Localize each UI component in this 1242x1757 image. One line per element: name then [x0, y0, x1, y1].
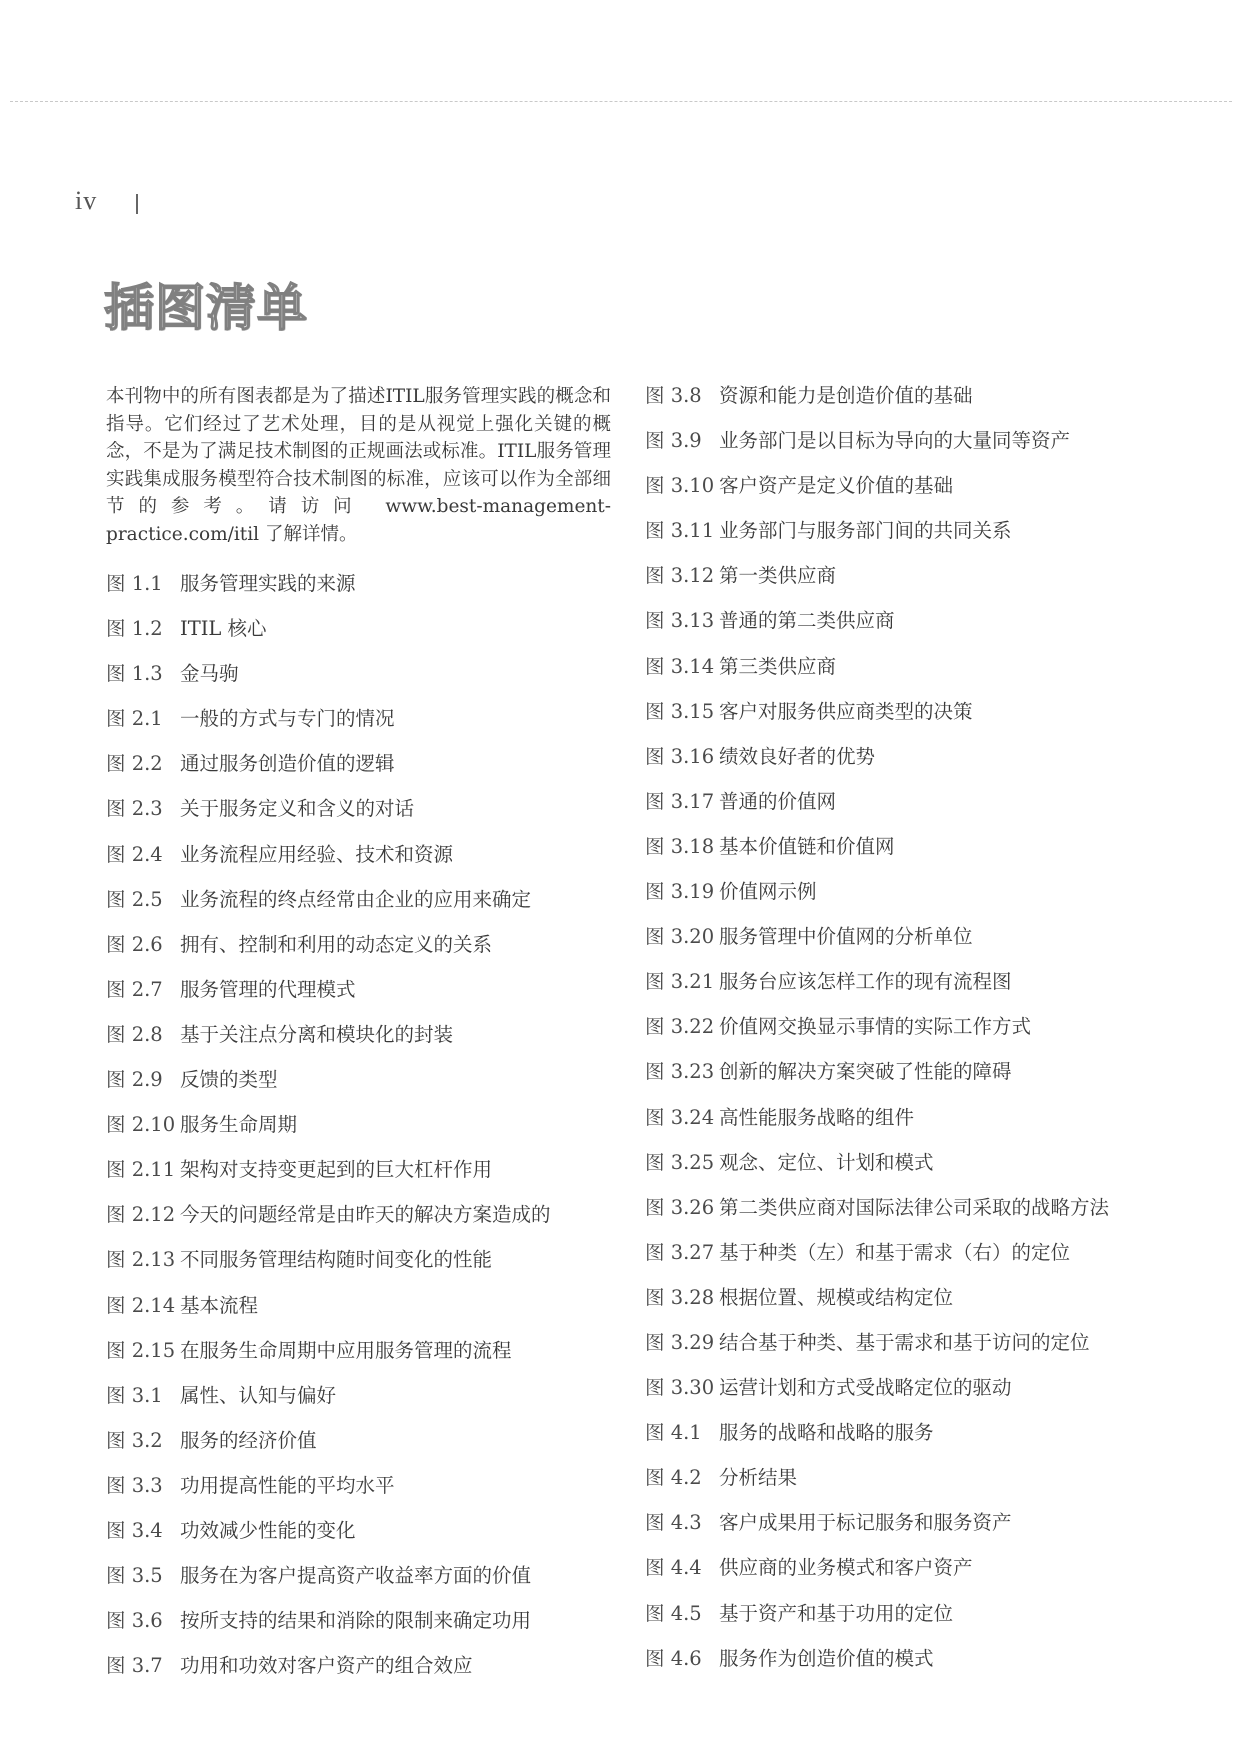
figure-number: 图 3.20 — [645, 925, 715, 949]
list-item — [645, 1104, 1205, 1149]
figure-number: 图 3.21 — [645, 970, 715, 994]
figure-title: 基本流程 — [180, 1293, 259, 1317]
figure-title: 按所支持的结果和消除的限制来确定功用 — [180, 1609, 532, 1633]
figure-title: 在服务生命周期中应用服务管理的流程 — [180, 1338, 512, 1362]
figure-number: 图 3.18 — [645, 834, 715, 858]
list-item — [645, 1645, 1205, 1690]
figure-title: 客户资产是定义价值的基础 — [719, 474, 954, 498]
list-item — [645, 472, 1205, 517]
figure-title: 业务流程的终点经常由企业的应用来确定 — [180, 887, 532, 911]
figure-number: 图 2.13 — [106, 1248, 176, 1272]
figure-title: 业务部门与服务部门间的共同关系 — [719, 519, 1012, 543]
list-item — [106, 1652, 626, 1697]
figure-title: 今天的问题经常是由昨天的解决方案造成的 — [180, 1203, 551, 1227]
figure-number: 图 4.1 — [645, 1421, 702, 1445]
figure-title: 基于资产和基于功用的定位 — [719, 1601, 954, 1625]
figure-number: 图 3.2 — [106, 1428, 163, 1452]
figure-title: 功效减少性能的变化 — [180, 1518, 356, 1542]
list-item — [645, 1329, 1205, 1374]
figure-title: 第二类供应商对国际法律公司采取的战略方法 — [719, 1195, 1110, 1219]
figure-title: 关于服务定义和含义的对话 — [180, 797, 415, 821]
list-item — [645, 1509, 1205, 1554]
list-item — [106, 750, 626, 795]
list-item — [645, 1374, 1205, 1419]
list-item — [645, 1013, 1205, 1058]
figure-list-left — [106, 570, 626, 1697]
list-item — [106, 1156, 626, 1201]
list-item — [106, 1246, 626, 1291]
figure-number: 图 3.28 — [645, 1285, 715, 1309]
figure-number: 图 4.2 — [645, 1466, 702, 1490]
figure-title: 第一类供应商 — [719, 564, 837, 588]
figure-number: 图 3.15 — [645, 699, 715, 723]
figure-number: 图 2.1 — [106, 707, 163, 731]
figure-number: 图 3.25 — [645, 1150, 715, 1174]
figure-number: 图 3.1 — [106, 1383, 163, 1407]
figure-title: 反馈的类型 — [180, 1068, 278, 1092]
list-item — [106, 976, 626, 1021]
figure-title: 服务作为创造价值的模式 — [719, 1646, 934, 1670]
figure-number: 图 3.5 — [106, 1564, 163, 1588]
list-item — [645, 1419, 1205, 1464]
list-item — [106, 931, 626, 976]
figure-title: 分析结果 — [719, 1466, 798, 1490]
figure-title: 业务流程应用经验、技术和资源 — [180, 842, 454, 866]
list-item — [106, 841, 626, 886]
list-item — [645, 1149, 1205, 1194]
figure-number: 图 4.3 — [645, 1511, 702, 1535]
list-item — [645, 743, 1205, 788]
figure-title: 运营计划和方式受战略定位的驱动 — [719, 1376, 1012, 1400]
figure-list-right — [645, 382, 1205, 1690]
figure-number: 图 2.11 — [106, 1158, 176, 1182]
figure-number: 图 2.5 — [106, 887, 163, 911]
list-item — [645, 1600, 1205, 1645]
figure-number: 图 1.1 — [106, 572, 163, 595]
figure-number: 图 3.30 — [645, 1376, 715, 1400]
figure-number: 图 3.7 — [106, 1654, 163, 1678]
list-item — [106, 1562, 626, 1607]
figure-title: 普通的第二类供应商 — [719, 609, 895, 633]
list-item — [106, 660, 626, 705]
list-item — [645, 833, 1205, 878]
figure-number: 图 1.3 — [106, 662, 163, 686]
list-item — [645, 968, 1205, 1013]
list-item — [106, 615, 626, 660]
list-item — [645, 698, 1205, 743]
figure-number: 图 3.24 — [645, 1105, 715, 1129]
list-item — [645, 517, 1205, 562]
list-item — [106, 1472, 626, 1517]
figure-title: 服务管理的代理模式 — [180, 977, 356, 1001]
figure-number: 图 3.3 — [106, 1473, 163, 1497]
list-item — [645, 1239, 1205, 1284]
list-item — [106, 1021, 626, 1066]
figure-title: 服务生命周期 — [180, 1113, 298, 1137]
figure-title: 架构对支持变更起到的巨大杠杆作用 — [180, 1158, 493, 1182]
figure-number: 图 3.13 — [645, 609, 715, 633]
list-item — [645, 1058, 1205, 1103]
figure-number: 图 3.22 — [645, 1015, 715, 1039]
figure-title: 业务部门是以目标为导向的大量同等资产 — [719, 429, 1071, 453]
figure-number: 图 3.19 — [645, 880, 715, 904]
figure-title: 根据位置、规模或结构定位 — [719, 1285, 954, 1309]
list-item — [645, 878, 1205, 923]
figure-number: 图 2.15 — [106, 1338, 176, 1362]
figure-title: 功用和功效对客户资产的组合效应 — [180, 1654, 473, 1678]
figure-title: 观念、定位、计划和模式 — [719, 1150, 934, 1174]
figure-title: 服务的经济价值 — [180, 1428, 317, 1452]
figure-title: 客户对服务供应商类型的决策 — [719, 699, 973, 723]
list-item — [106, 570, 626, 615]
figure-title: 金马驹 — [180, 662, 239, 686]
page-number: iv — [75, 186, 98, 215]
figure-title: 基本价值链和价值网 — [719, 834, 895, 858]
list-item — [106, 1382, 626, 1427]
figure-title: 资源和能力是创造价值的基础 — [719, 384, 973, 407]
list-item — [106, 705, 626, 750]
figure-number: 图 4.4 — [645, 1556, 702, 1580]
list-item — [106, 1111, 626, 1156]
list-item — [645, 1554, 1205, 1599]
figure-number: 图 3.16 — [645, 744, 715, 768]
list-item — [645, 427, 1205, 472]
figure-title: 通过服务创造价值的逻辑 — [180, 752, 395, 776]
figure-number: 图 3.26 — [645, 1195, 715, 1219]
list-item — [106, 886, 626, 931]
figure-number: 图 2.12 — [106, 1203, 176, 1227]
figure-title: 普通的价值网 — [719, 789, 837, 813]
figure-number: 图 3.17 — [645, 789, 715, 813]
list-item — [645, 607, 1205, 652]
figure-title: 拥有、控制和利用的动态定义的关系 — [180, 932, 493, 956]
figure-number: 图 2.7 — [106, 977, 163, 1001]
figure-number: 图 3.12 — [645, 564, 715, 588]
list-item — [106, 1292, 626, 1337]
figure-title: 属性、认知与偏好 — [180, 1383, 337, 1407]
figure-title: 价值网交换显示事情的实际工作方式 — [719, 1015, 1032, 1039]
figure-title: 功用提高性能的平均水平 — [180, 1473, 395, 1497]
figure-number: 图 1.2 — [106, 617, 163, 641]
figure-title: 服务在为客户提高资产收益率方面的价值 — [180, 1564, 532, 1588]
figure-number: 图 3.9 — [645, 429, 702, 453]
figure-number: 图 2.9 — [106, 1068, 163, 1092]
figure-title: 创新的解决方案突破了性能的障碍 — [719, 1060, 1012, 1084]
figure-number: 图 3.23 — [645, 1060, 715, 1084]
figure-title: 服务台应该怎样工作的现有流程图 — [719, 970, 1012, 994]
list-item — [645, 1284, 1205, 1329]
list-item — [106, 1337, 626, 1382]
figure-title: ITIL 核心 — [180, 617, 267, 641]
figure-number: 图 3.6 — [106, 1609, 163, 1633]
page-title: 插图清单 — [104, 279, 308, 337]
figure-title: 服务管理中价值网的分析单位 — [719, 925, 973, 949]
list-item — [106, 1066, 626, 1111]
figure-title: 基于种类（左）和基于需求（右）的定位 — [719, 1240, 1071, 1264]
figure-title: 价值网示例 — [719, 880, 817, 904]
figure-number: 图 3.11 — [645, 519, 715, 543]
figure-title: 第三类供应商 — [719, 654, 837, 678]
list-item — [106, 1607, 626, 1652]
figure-number: 图 3.14 — [645, 654, 715, 678]
figure-number: 图 3.4 — [106, 1518, 163, 1542]
figure-number: 图 4.5 — [645, 1601, 702, 1625]
list-item — [645, 382, 1205, 427]
list-item — [645, 653, 1205, 698]
figure-number: 图 2.3 — [106, 797, 163, 821]
figure-number: 图 3.8 — [645, 384, 702, 407]
list-item — [106, 1427, 626, 1472]
list-item — [645, 562, 1205, 607]
figure-title: 结合基于种类、基于需求和基于访问的定位 — [719, 1330, 1090, 1354]
intro-paragraph: 本刊物中的所有图表都是为了描述ITIL服务管理实践的概念和指导。它们经过了艺术处理，目的是从视觉上强化关键的概念，不是为了满足技术制图的正规画法或标准。ITIL服务管理实践集成服务模型符合技术制图的标准，应该可以作为全部细节的参考。请访问 www.best-management-practice.com/itil 了解详情。 — [106, 386, 611, 545]
figure-number: 图 4.6 — [645, 1646, 702, 1670]
figure-title: 客户成果用于标记服务和服务资产 — [719, 1511, 1012, 1535]
figure-number: 图 2.6 — [106, 932, 163, 956]
figure-number: 图 2.8 — [106, 1022, 163, 1046]
figure-title: 不同服务管理结构随时间变化的性能 — [180, 1248, 493, 1272]
figure-number: 图 3.10 — [645, 474, 715, 498]
figure-title: 服务管理实践的来源 — [180, 572, 356, 595]
figure-number: 图 2.2 — [106, 752, 163, 776]
figure-number: 图 2.14 — [106, 1293, 176, 1317]
figure-number: 图 2.10 — [106, 1113, 176, 1137]
list-item — [106, 1517, 626, 1562]
figure-number: 图 2.4 — [106, 842, 163, 866]
top-rule — [10, 101, 1232, 102]
list-item — [645, 1194, 1205, 1239]
figure-title: 高性能服务战略的组件 — [719, 1105, 915, 1129]
page-number-divider — [136, 194, 138, 214]
figure-title: 服务的战略和战略的服务 — [719, 1421, 934, 1445]
figure-number: 图 3.27 — [645, 1240, 715, 1264]
list-item — [645, 923, 1205, 968]
list-item — [645, 788, 1205, 833]
list-item — [106, 795, 626, 840]
figure-title: 供应商的业务模式和客户资产 — [719, 1556, 973, 1580]
list-item — [645, 1464, 1205, 1509]
figure-title: 一般的方式与专门的情况 — [180, 707, 395, 731]
figure-title: 绩效良好者的优势 — [719, 744, 876, 768]
figure-number: 图 3.29 — [645, 1330, 715, 1354]
list-item — [106, 1201, 626, 1246]
figure-title: 基于关注点分离和模块化的封装 — [180, 1022, 454, 1046]
